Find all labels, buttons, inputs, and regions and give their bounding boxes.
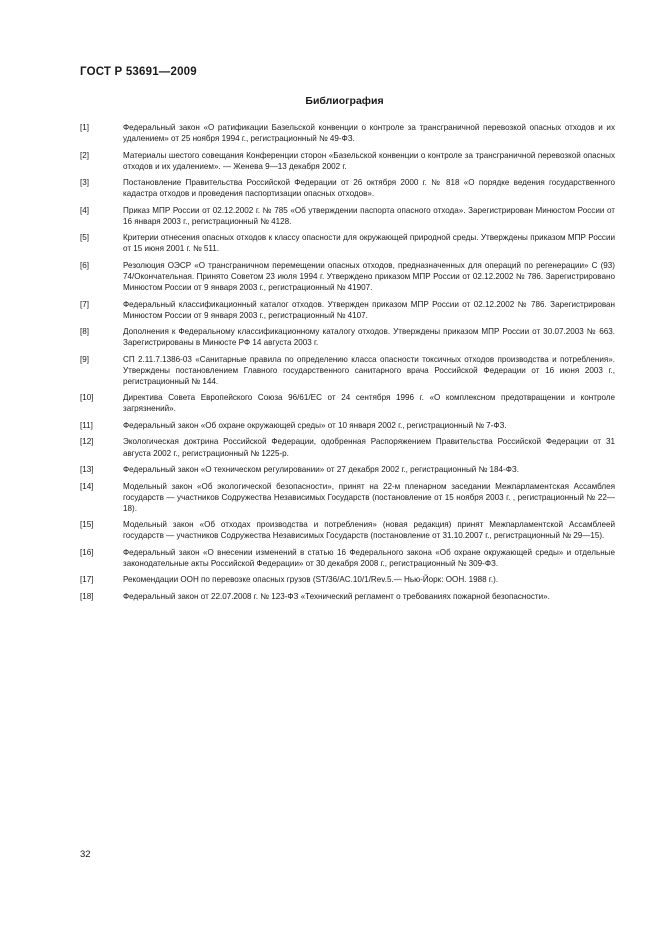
bibliography-entry-1 — [80, 122, 615, 144]
bibliography-entry-6 — [80, 260, 615, 293]
entry-number: [4] — [80, 205, 89, 215]
entry-number: [9] — [80, 354, 89, 364]
entry-number: [6] — [80, 260, 89, 270]
entry-number: [13] — [80, 465, 94, 475]
entry-number: [7] — [80, 299, 89, 309]
entry-text: Директива Совета Европейского Союза 96/61/ЕС от 24 сентября 1996 г. «О комплексном предотвращении и контроле загрязнений». — [123, 393, 615, 414]
entry-text: Рекомендации ООН по перевозке опасных грузов (ST/36/AC.10/1/Rev.5.— Нью-Йорк: ООН. 1988 г.). — [123, 575, 499, 585]
entry-text: Материалы шестого совещания Конференции сторон «Базельской конвенции о контроле за трансграничной перевозкой опасных отходов и их удалением». — Женева 9—13 декабря 2002 г. — [123, 150, 615, 171]
entry-number: [3] — [80, 178, 89, 188]
entry-number: [2] — [80, 150, 89, 160]
entry-number: [17] — [80, 575, 94, 585]
entry-text: Дополнения к Федеральному классификационному каталогу отходов. Утверждены приказом МПР России от 30.07.2003 № 663. Зарегистрированы в Минюсте РФ 14 августа 2003 г. — [123, 327, 615, 348]
page-number: 32 — [80, 849, 91, 860]
entry-number: [16] — [80, 547, 94, 557]
entry-text: Федеральный закон «О техническом регулировании» от 27 декабря 2002 г., регистрационный № 184-ФЗ. — [123, 465, 519, 475]
entry-text: Приказ МПР России от 02.12.2002 г. № 785 «Об утверждении паспорта опасного отхода». Зарегистрирован Минюстом России от 16 января 2003 г., регистрационный № 4128. — [123, 205, 615, 226]
document-header: ГОСТ Р 53691—2009 — [80, 66, 197, 78]
bibliography-entry-3 — [80, 177, 615, 199]
bibliography-entry-11 — [80, 420, 615, 431]
bibliography-entry-10 — [80, 392, 615, 414]
bibliography-entry-4 — [80, 205, 615, 227]
bibliography-entry-12 — [80, 436, 615, 458]
entry-number: [5] — [80, 233, 89, 243]
entry-text: Федеральный закон «Об охране окружающей среды» от 10 января 2002 г., регистрационный № 7-ФЗ. — [123, 420, 507, 430]
entry-text: Постановление Правительства Российской Федерации от 26 октября 2000 г. № 818 «О порядке ведения государственного кадастра отходов и проведения паспортизации опасных отходов». — [123, 178, 615, 199]
entry-text: Федеральный закон от 22.07.2008 г. № 123-ФЗ «Технический регламент о требованиях пожарной безопасности». — [123, 591, 550, 601]
entry-number: [18] — [80, 591, 94, 601]
entry-text: Федеральный закон «О внесении изменений в статью 16 Федерального закона «Об охране окружающей среды» и отдельные законодательные акты Российской Федерации» от 30 декабря 2008 г., регистрационный № 309-ФЗ. — [123, 547, 615, 568]
bibliography-entry-5 — [80, 232, 615, 254]
entry-text: Модельный закон «Об экологической безопасности», принят на 22-м пленарном заседании Межпарламентская Ассамблея государств — участников Содружества Независимых Государств (постановление от 15 ноября 2003 г. , регистрационный № 22—18). — [123, 481, 615, 513]
entry-number: [8] — [80, 327, 89, 337]
entry-number: [12] — [80, 437, 94, 447]
entry-number: [11] — [80, 420, 93, 430]
bibliography-entry-18 — [80, 591, 615, 602]
entry-number: [10] — [80, 393, 94, 403]
entry-number: [1] — [80, 123, 89, 132]
bibliography-entry-17 — [80, 574, 615, 585]
bibliography-entry-7 — [80, 299, 615, 321]
bibliography-entry-16 — [80, 547, 615, 569]
entry-text: Резолюция ОЭСР «О трансграничном перемещении опасных отходов, предназначенных для операций по регенерации» С (93) 74/Окончательная. Принято Советом 23 июля 1994 г. Утверждено приказом МПР России от 02.12.2002 № 786. Зарегистрировано Минюстом России от 9 января 2003 г., регистрационный № 41907. — [123, 260, 615, 293]
bibliography-list — [80, 122, 615, 607]
entry-text: Критерии отнесения опасных отходов к классу опасности для окружающей природной среды. Утверждены приказом МПР России от 15 июня 2001 г. № 511. — [123, 233, 615, 254]
entry-text: Федеральный классификационный каталог отходов. Утвержден приказом МПР России от 02.12.2002 № 786. Зарегистрирован Минюстом России от 9 января 2003 г., регистрационный № 4107. — [123, 299, 615, 320]
bibliography-entry-9 — [80, 354, 615, 387]
entry-number: [14] — [80, 481, 94, 491]
entry-text: СП 2.11.7.1386-03 «Санитарные правила по определению класса опасности токсичных отходов производства и потребления». Утверждены постановлением Главного государственного санитарного врача Российской Федерации от 16 июня 2003 г., регистрационный № 144. — [123, 354, 615, 386]
bibliography-entry-15 — [80, 519, 615, 541]
entry-number: [15] — [80, 520, 94, 530]
bibliography-entry-2 — [80, 150, 615, 172]
entry-text: Экологическая доктрина Российской Федерации, одобренная Распоряжением Правительства Российской Федерации от 31 августа 2002 г., регистрационный № 1225-р. — [123, 437, 615, 458]
bibliography-entry-8 — [80, 326, 615, 348]
entry-text: Модельный закон «Об отходах производства и потребления» (новая редакция) принят Межпарламентской Ассамблеей государств — участников Содружества Независимых Государств (постановление от 31.10.2007 г., регистрационный № 29—15). — [123, 520, 615, 541]
entry-text: Федеральный закон «О ратификации Базельской конвенции о контроле за трансграничной перевозкой опасных отходов и их удалением» от 25 ноября 1994 г., регистрационный № 49-ФЗ. — [123, 123, 615, 144]
bibliography-entry-14 — [80, 481, 615, 514]
bibliography-entry-13 — [80, 464, 615, 475]
page-title: Библиография — [305, 95, 384, 107]
